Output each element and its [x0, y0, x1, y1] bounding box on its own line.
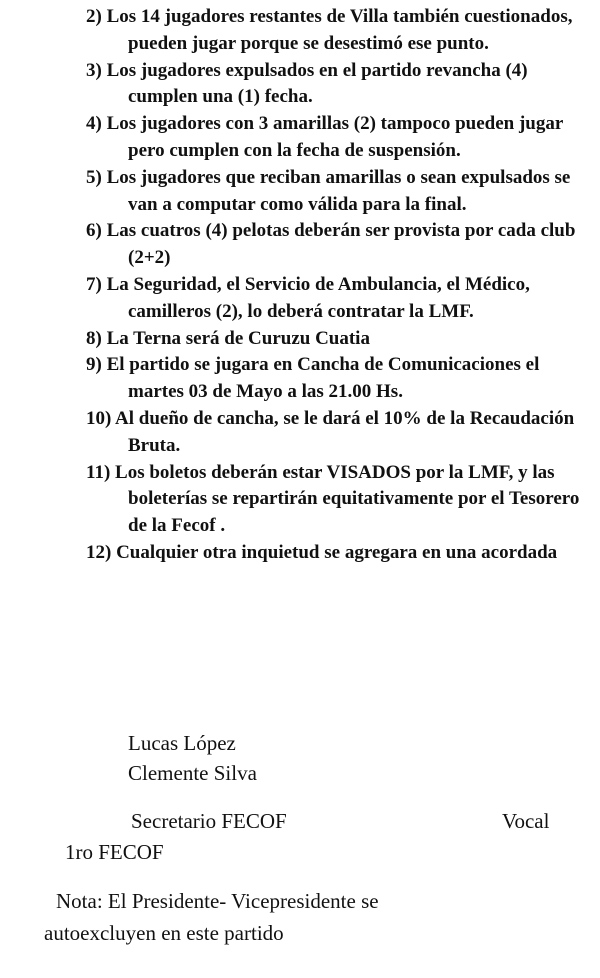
signer-name: Lucas López	[128, 731, 236, 755]
rule-item: 10) Al dueño de cancha, se le dará el 10% de la Recaudación Bruta.	[86, 407, 575, 456]
rule-item: 5) Los jugadores que reciban amarillas o sean expulsados se van a computar como válida para la final.	[86, 166, 571, 215]
vocal-title: Vocal	[502, 809, 550, 833]
rule-item: 12) Cualquier otra inquietud se agregara en una acordada	[86, 541, 558, 563]
note-line-2: autoexcluyen en este partido	[44, 921, 284, 945]
rule-item: 9) El partido se jugara en Cancha de Comunicaciones el martes 03 de Mayo a las 21.00 Hs.	[86, 354, 540, 403]
secretary-title: Secretario FECOF	[131, 809, 287, 833]
signer-name: Clemente Silva	[128, 761, 257, 785]
note-line-1: Nota: El Presidente- Vicepresidente se	[56, 889, 379, 913]
rule-item: 7) La Seguridad, el Servicio de Ambulancia, el Médico, camilleros (2), lo deberá contratar la LMF.	[86, 273, 530, 322]
rule-item: 11) Los boletos deberán estar VISADOS por la LMF, y las boleterías se repartirán equitativamente por el Tesorero de la Fecof .	[86, 461, 580, 537]
signers-block	[128, 728, 257, 788]
vocal-title-continued: 1ro FECOF	[65, 840, 164, 864]
rule-item: 8) La Terna será de Curuzu Cuatia	[86, 327, 370, 349]
rule-item: 2) Los 14 jugadores restantes de Villa también cuestionados, pueden jugar porque se desestimó ese punto.	[86, 6, 573, 54]
rule-item: 3) Los jugadores expulsados en el partido revancha (4) cumplen una (1) fecha.	[86, 59, 528, 108]
rule-item: 4) Los jugadores con 3 amarillas (2) tampoco pueden jugar pero cumplen con la fecha de suspensión.	[86, 113, 563, 161]
rules-list	[86, 4, 586, 567]
rule-item: 6) Las cuatros (4) pelotas deberán ser provista por cada club (2+2)	[86, 220, 576, 269]
